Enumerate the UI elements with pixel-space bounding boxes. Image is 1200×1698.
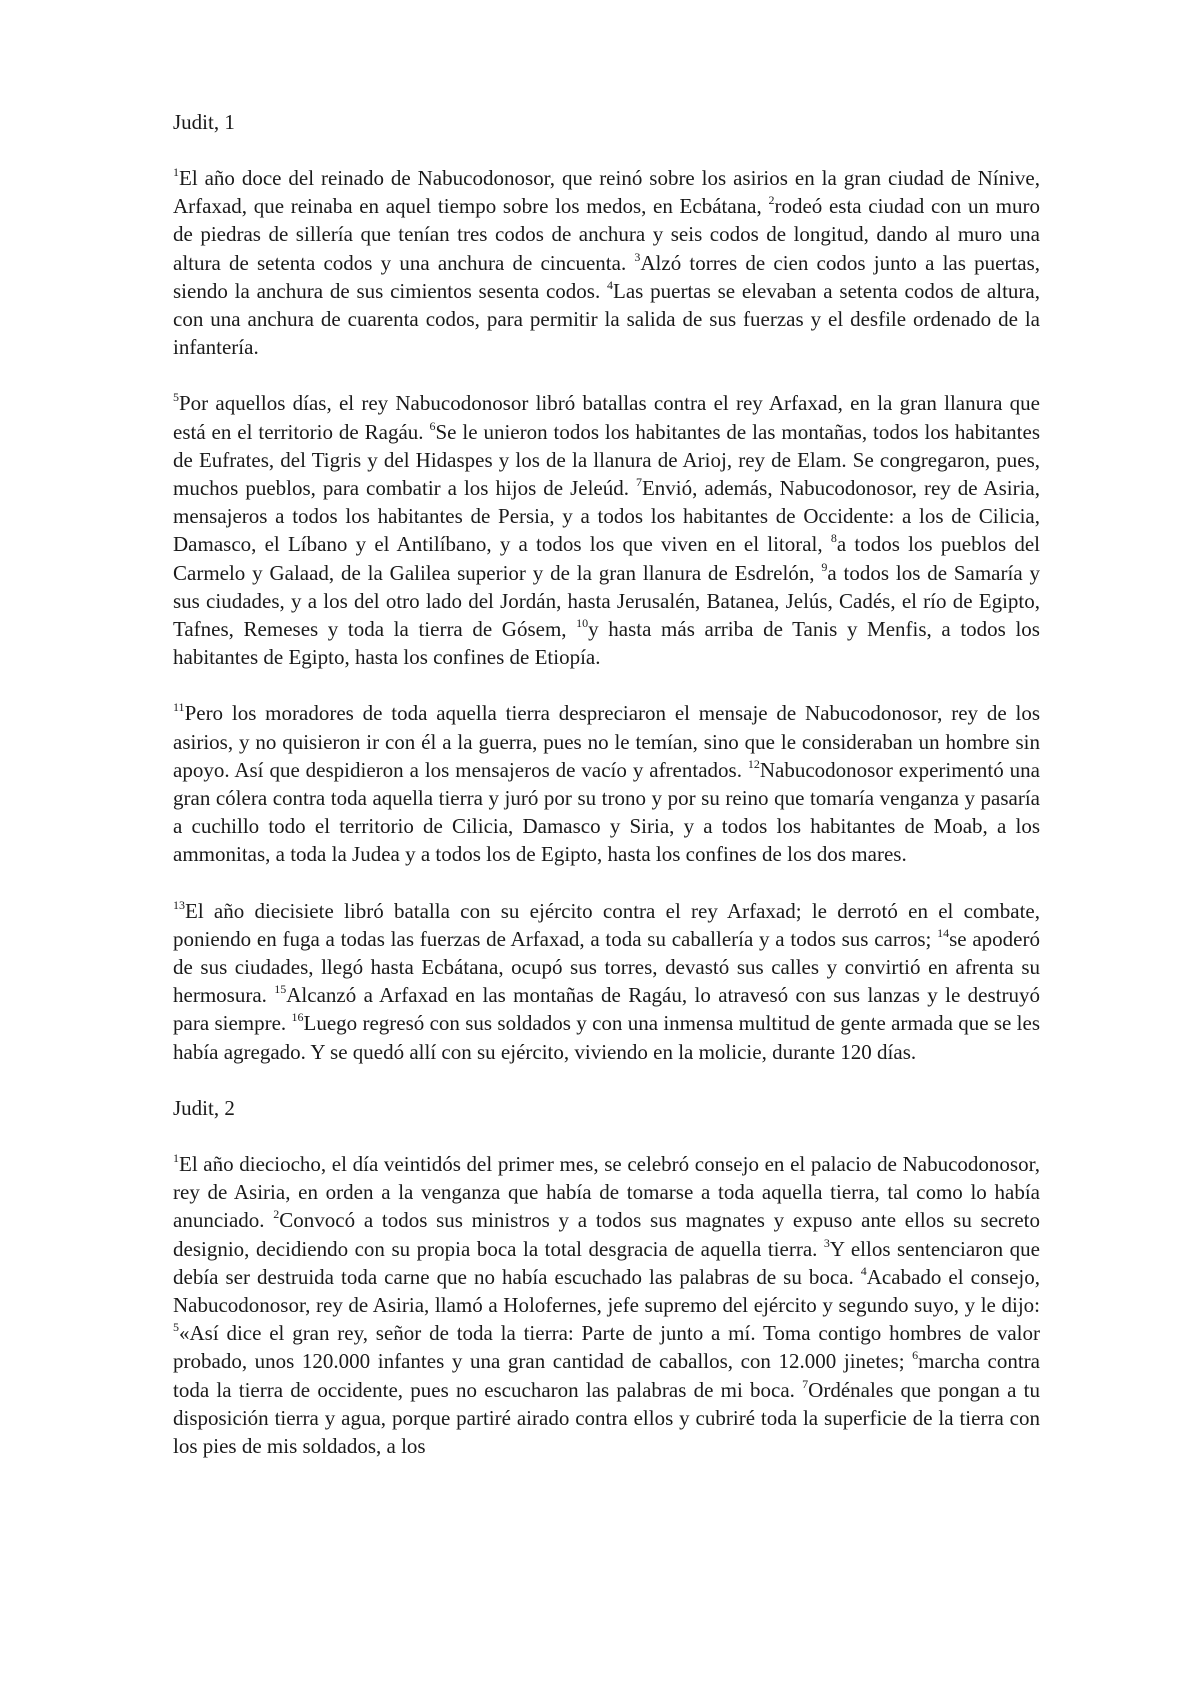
- paragraph: [173, 389, 1040, 671]
- chapter-heading: Judit, 1: [173, 110, 235, 134]
- paragraph: [173, 1150, 1040, 1460]
- chapter-heading: Judit, 2: [173, 1095, 235, 1120]
- verse-text: y hasta más arriba de Tanis y Menfis, a todos los habitantes de Egipto, hasta los confines de Etiopía.: [173, 617, 1040, 670]
- verse-text: El año doce del reinado de Nabucodonosor, que reinó sobre los asirios en la gran ciudad de Nínive, Arfaxad, que reinaba en aquel tiempo sobre los medos, en Ecbátana,: [173, 166, 1040, 219]
- verse-number: 6: [429, 418, 436, 433]
- verse-number: 15: [274, 982, 287, 997]
- verse-number: 3: [823, 1235, 830, 1250]
- verse-text: Y ellos sentenciaron que debía ser destruida toda carne que no había escuchado las palabras de su boca.: [173, 1236, 1040, 1289]
- verse-text: «Así dice el gran rey, señor de toda la tierra: Parte de junto a mí. Toma contigo hombres de valor probado, unos 120.000 infantes y una gran cantidad de caballos, con 12.000 jinetes;: [173, 1321, 1040, 1374]
- verse-number: 2: [273, 1207, 280, 1222]
- verse-number: 4: [860, 1263, 867, 1278]
- verse-text: El año dieciocho, el día veintidós del primer mes, se celebró consejo en el palacio de Nabucodonosor, rey de Asiria, en orden a la venganza que había de tomarse a toda aquella tierra, tal como lo había anunciado.: [173, 1151, 1040, 1233]
- verse-number: 12: [747, 756, 760, 771]
- verse-text: Alcanzó a Arfaxad en las montañas de Ragáu, lo atravesó con sus lanzas y le destruyó para siempre.: [173, 983, 1040, 1036]
- verse-number: 16: [291, 1010, 304, 1025]
- verse-number: 5: [173, 390, 179, 405]
- verse-number: 7: [802, 1376, 809, 1391]
- verse-number: 2: [768, 193, 775, 208]
- verse-text: Luego regresó con sus soldados y con una inmensa multitud de gente armada que se les había agregado. Y se quedó allí con su ejército, viviendo en la molicie, durante 120 días.: [173, 1011, 1040, 1064]
- verse-text: Pero los moradores de toda aquella tierra despreciaron el mensaje de Nabucodonosor, rey de los asirios, y no quisieron ir con él a la guerra, pues no le temían, sino que le consideraban un hombre sin apoyo. Así que despidieron a los mensajeros de vacío y afrentados.: [173, 701, 1040, 782]
- verse-number: 5: [173, 1320, 179, 1335]
- verse-text: Envió, además, Nabucodonosor, rey de Asiria, mensajeros a todos los habitantes de Persia, y a todos los habitantes de Occidente: a los de Cilicia, Damasco, el Líbano y el Antilíbano, y a todos los que viven en el litoral,: [173, 476, 1040, 557]
- verse-text: El año diecisiete libró batalla con su ejército contra el rey Arfaxad; le derrotó en el combate, poniendo en fuga a todas las fuerzas de Arfaxad, a toda su caballería y a todos sus carros;: [173, 898, 1040, 951]
- verse-number: 13: [173, 897, 185, 912]
- verse-text: Alzó torres de cien codos junto a las puertas, siendo la anchura de sus cimientos sesenta codos.: [173, 250, 1040, 303]
- verse-text: Acabado el consejo, Nabucodonosor, rey de Asiria, llamó a Holofernes, jefe supremo del ejército y segundo suyo, y le dijo:: [173, 1264, 1040, 1317]
- paragraph-gap: [173, 361, 1040, 389]
- paragraph-gap: [173, 671, 1040, 699]
- paragraph: [173, 897, 1040, 1066]
- verse-number: 7: [635, 475, 642, 490]
- chapter-gap: [173, 1066, 1040, 1094]
- heading-gap: [173, 1122, 1040, 1150]
- verse-number: 1: [173, 165, 179, 179]
- verse-number: 10: [576, 616, 589, 631]
- verse-text: Las puertas se elevaban a setenta codos de altura, con una anchura de cuarenta codos, para permitir la salida de sus fuerzas y el desfile ordenado de la infantería.: [173, 278, 1040, 360]
- verse-text: se apoderó de sus ciudades, llegó hasta Ecbátana, ocupó sus torres, devastó sus calles y convirtió en afrenta su hermosura.: [173, 926, 1040, 1008]
- verse-number: 6: [912, 1348, 919, 1363]
- verse-number: 8: [830, 531, 837, 546]
- paragraph: [173, 164, 1040, 361]
- verse-number: 4: [607, 277, 614, 292]
- verse-number: 14: [937, 925, 950, 940]
- verse-number: 3: [634, 249, 641, 264]
- verse-number: 11: [173, 700, 185, 715]
- verse-text: Nabucodonosor experimentó una gran cólera contra toda aquella tierra y juró por su trono y por su reino que tomaría venganza y pasaría a cuchillo todo el territorio de Cilicia, Damasco y Siria, y a todos los habitantes de Moab, a los ammonitas, a toda la Judea y a todos los de Egipto, hasta los confines de los dos mares.: [173, 757, 1040, 867]
- verse-text: Convocó a todos sus ministros y a todos sus magnates y expuso ante ellos su secreto designio, decidiendo con su propia boca la total desgracia de aquella tierra.: [173, 1208, 1041, 1261]
- paragraph-gap: [173, 869, 1040, 897]
- verse-text: rodeó esta ciudad con un muro de piedras de sillería que tenían tres codos de anchura y seis codos de longitud, dando al muro una altura de setenta codos y una anchura de cincuenta.: [173, 194, 1040, 275]
- paragraph: [173, 699, 1040, 868]
- verse-text: a todos los pueblos del Carmelo y Galaad, de la Galilea superior y de la gran llanura de Esdrelón,: [173, 532, 1040, 585]
- document-body: [173, 108, 1040, 1460]
- verse-text: Se le unieron todos los habitantes de las montañas, todos los habitantes de Eufrates, del Tigris y del Hidaspes y los de la llanura de Arioj, rey de Elam. Se congregaron, pues, muchos pueblos, para combatir a los hijos de Jeleúd.: [173, 419, 1040, 501]
- verse-text: a todos los de Samaría y sus ciudades, y a los del otro lado del Jordán, hasta Jerusalén, Batanea, Jelús, Cadés, el río de Egipto, Tafnes, Remeses y toda la tierra de Gósem,: [173, 560, 1040, 642]
- verse-text: Ordénales que pongan a tu disposición tierra y agua, porque partiré airado contra ellos y cubriré toda la superficie de la tierra con los pies de mis soldados, a los: [173, 1377, 1040, 1458]
- verse-number: 9: [821, 559, 828, 574]
- verse-number: 1: [173, 1150, 179, 1165]
- verse-text: marcha contra toda la tierra de occidente, pues no escucharon las palabras de mi boca.: [173, 1349, 1041, 1402]
- verse-text: Por aquellos días, el rey Nabucodonosor libró batallas contra el rey Arfaxad, en la gran llanura que está en el territorio de Ragáu.: [173, 391, 1040, 444]
- heading-gap: [173, 136, 1040, 164]
